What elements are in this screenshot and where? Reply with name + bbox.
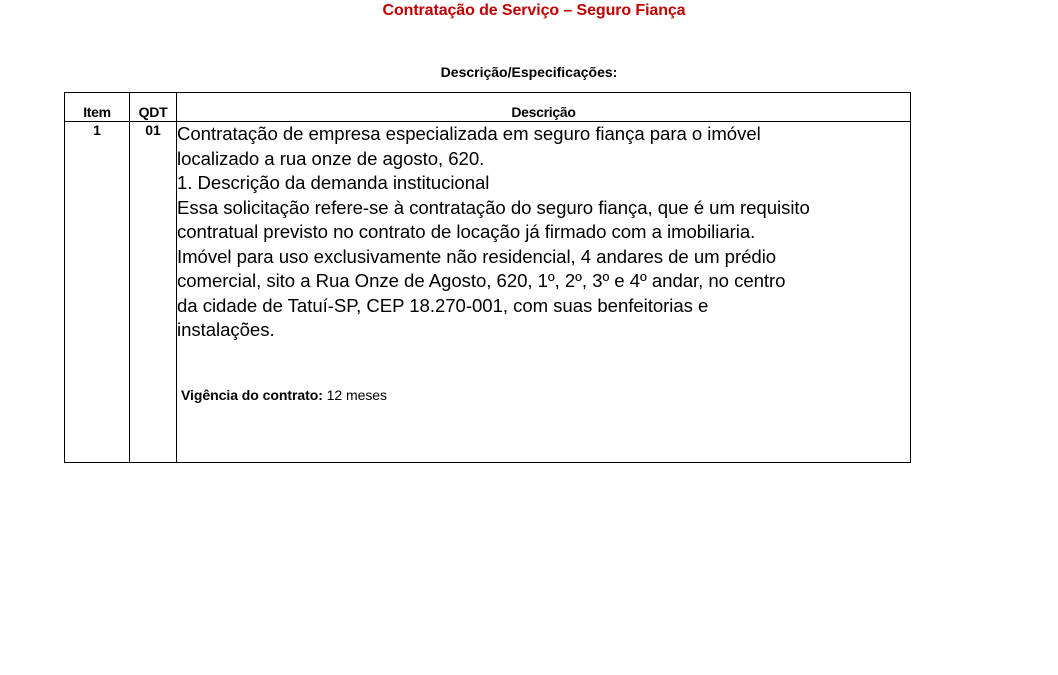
header-qdt: QDT: [130, 93, 177, 122]
section-title: Descrição/Especificações:: [440, 64, 618, 80]
description-line: Imóvel para uso exclusivamente não residencial, 4 andares de um prédio: [177, 245, 777, 267]
description-line: da cidade de Tatuí-SP, CEP 18.270-001, com suas benfeitorias e: [177, 294, 709, 316]
row-item-number: 1: [65, 122, 130, 463]
contract-term-value: 12 meses: [322, 386, 387, 403]
description-line: Contratação de empresa especializada em seguro fiança para o imóvel: [177, 123, 761, 144]
header-descricao: Descrição: [177, 93, 911, 122]
contract-term: [181, 386, 910, 404]
description-line: Essa solicitação refere-se à contratação do seguro fiança, que é um requisito: [177, 196, 810, 218]
description-line: localizado a rua onze de agosto, 620.: [177, 147, 485, 169]
header-item: Item: [65, 93, 130, 122]
row-quantity: 01: [130, 122, 177, 463]
table-row: [65, 122, 911, 463]
contract-term-label: Vigência do contrato:: [181, 386, 323, 403]
description-line: contratual previsto no contrato de locação já firmado com a imobiliaria.: [177, 221, 756, 242]
document-title: Contratação de Serviço – Seguro Fiança: [382, 2, 686, 19]
description-line: instalações.: [177, 319, 275, 340]
description-line: comercial, sito a Rua Onze de Agosto, 620, 1º, 2º, 3º e 4º andar, no centro: [177, 270, 786, 291]
description-line: 1. Descrição da demanda institucional: [177, 172, 490, 193]
row-description: [177, 122, 911, 463]
specification-table: [64, 92, 911, 463]
table-header-row: [65, 93, 911, 122]
